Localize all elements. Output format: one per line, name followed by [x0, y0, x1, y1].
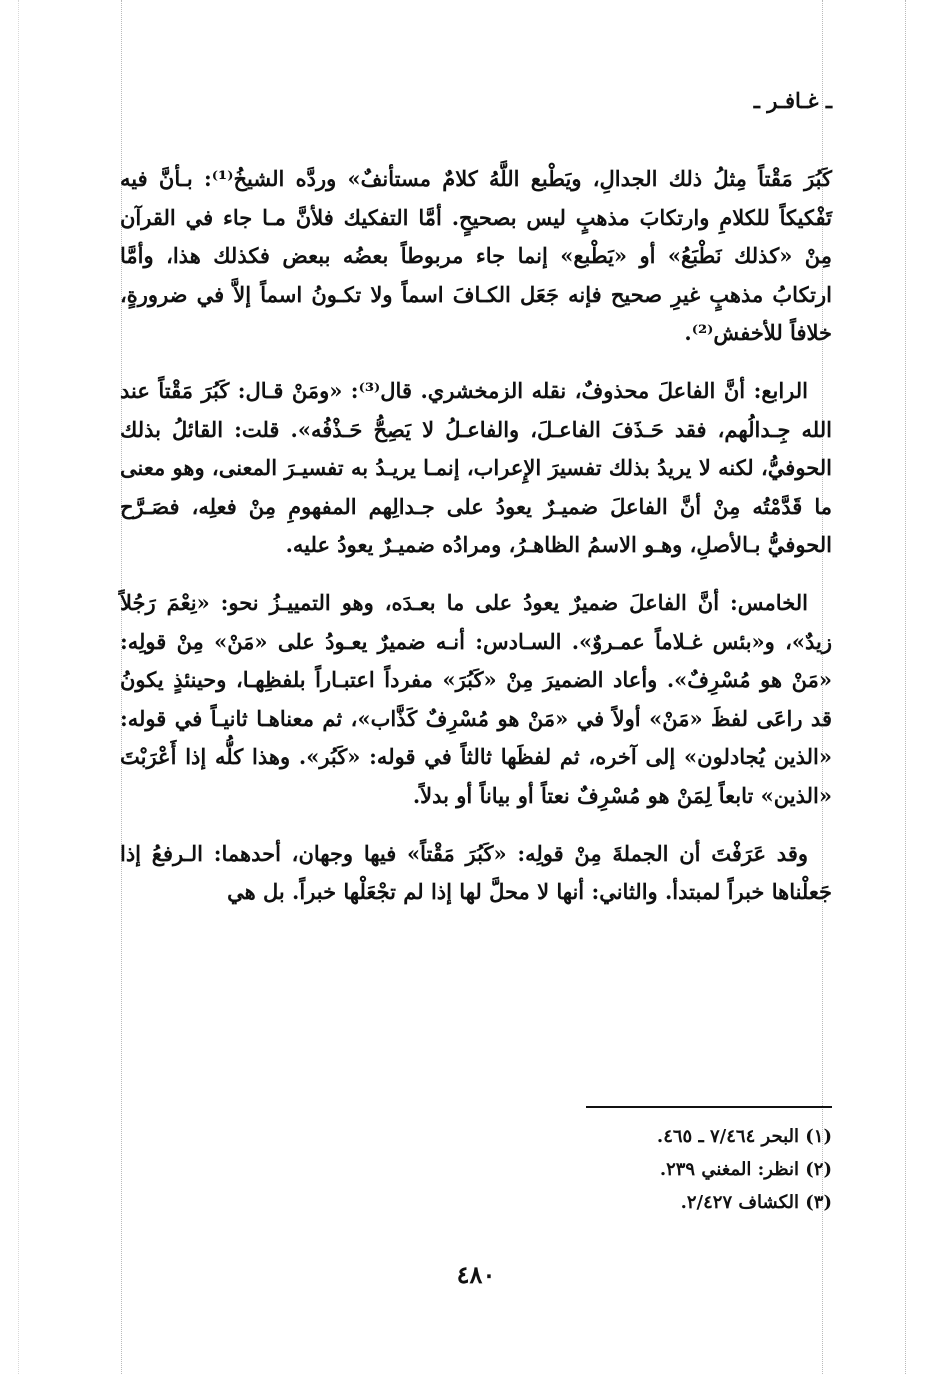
running-header: ـ غـافـر ـ: [753, 88, 832, 113]
body-text: [120, 160, 832, 931]
footnote-divider: [586, 1106, 832, 1108]
page-number: ٤٨٠: [456, 1260, 496, 1289]
paragraph-4: وقد عَرَفْتَ أن الجملةَ مِنْ قولِه: «كَبُرَ مَقْتاً» فيها وجهان، أحدهما: الـرفعُ إذا جَعلْناها خبراً لمبتدأ. والثاني: أنها لا محلَّ لها إذا لم تجْعَلْها خبراً. بل هي: [120, 840, 832, 905]
footnotes: [512, 1120, 832, 1219]
footnote-3: (٣) الكشاف ٢/٤٢٧.: [680, 1192, 832, 1213]
footnote-2: (٢) انظر: المغني ٢٣٩.: [659, 1159, 832, 1180]
scan-guide-line-edge: [905, 0, 906, 1374]
paragraph-2: الرابع: أنَّ الفاعلَ محذوفٌ، نقله الزمخشري. قال⁽³⁾: «ومَنْ قـال: كَبُرَ مَقْتاً عند الله جِـدالُهم، فقد حَـذَفَ الفاعـلَ، والفاعـلُ لا يَصِحُّ حَـذْفُه». قلت: القائلُ بذلك الحوفيُّ، لكنه لا يريدُ بذلك تفسيرَ الإِعراب، إنمـا يريـدُ به تفسيـرَ المعنى، وهو معنى ما قَدَّمْتُه مِنْ أنَّ الفاعلَ ضميـرٌ يعودُ على جـدالِهم المفهومِ مِنْ فعلِه، فصَـرَّح الحوفيُّ بـالأصلِ، وهـو الاسمُ الظاهـرُ، ومرادُه ضميـرٌ يعودُ عليه.: [120, 377, 832, 558]
paragraph-3: الخامس: أنَّ الفاعلَ ضميرٌ يعودُ على ما بعـدَه، وهو التمييـزُ نحو: «نِعْمَ رَجُلاً زيدٌ»، و«بئس غـلاماً عمـروٌ». السـادس: أنـه ضميرٌ يعـودُ على «مَنْ» مِنْ قولِه: «مَنْ هو مُسْرِفٌ». وأعاد الضميرَ مِنْ «كَبُرَ» مفرداً اعتبـاراً بلفظِهـا، وحينئذٍ يكونُ قد راعَى لفظَ «مَنْ» أولاً في «مَنْ هو مُسْرِفٌ كَذَّاب»، ثم معناهـا ثانيـاً في قوله: «الذين يُجادلون» إلى آخره، ثم لفظَها ثالثاً في قوله: «كَبُر». وهذا كلُّه إذا أَعْرَبْتَ «الذين» تابعاً لِمَنْ هو مُسْرِفٌ نعتاً أو بياناً أو بدلاً.: [120, 589, 832, 808]
scan-guide-line-far-left: [18, 0, 19, 1374]
paragraph-1: كَبُرَ مَقْتاً مِثلُ ذلك الجدالِ، ويَطْبع اللَّهُ كلامٌ مستأنفٌ» وردَّه الشيخُ⁽¹⁾: بـأنَّ فيه تَفْكيكاً للكلامِ وارتكابَ مذهبٍ ليس بصحيحٍ. أمَّا التفكيك فلأنَّ مـا جاء في القرآن مِنْ «كذلك نَطْبَعُ» أو «يَطْبع» إنما جاء مربوطاً بعضُه ببعض فكذلك هذا، وأمَّا ارتكابُ مذهبٍ غيرِ صحيح فإنه جَعَل الكـافَ اسماً ولا تكـونُ اسماً إلاَّ في ضرورةٍ، خلافاً للأخفش⁽²⁾.: [120, 166, 832, 346]
footnote-1: (١) البحر ٧/٤٦٤ ـ ٤٦٥.: [656, 1126, 832, 1147]
